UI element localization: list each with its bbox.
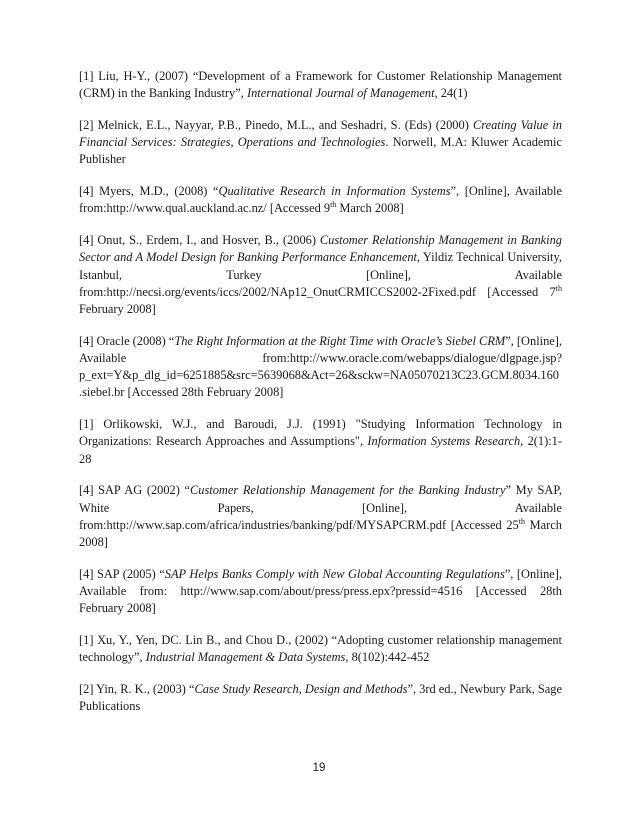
reference-title: International Journal of Management bbox=[246, 86, 435, 101]
reference-item: [1] Orlikowski, W.J., and Baroudi, J.J. (1991) "Studying Information Technology in Organizations: Research Approaches and Assumptions", Information Systems Research, 2(1):1-28 bbox=[79, 417, 562, 466]
reference-item: [4] SAP AG (2002) “Customer Relationship Management for the Banking Industry” My SAP, White Papers, [Online], Available from:http://www.sap.com/africa/industries/banking/pdf/MYSAPCRM.pdf [Accessed 25th March 2008] bbox=[79, 483, 562, 550]
reference-item: [2] Yin, R. K., (2003) “Case Study Research, Design and Methods”, 3rd ed., Newbury Park, Sage Publications bbox=[79, 682, 563, 714]
page-number: 19 bbox=[312, 762, 326, 774]
reference-title: Customer Relationship Management in Banking Sector and A Model Design for Banking Performance Enhancement bbox=[79, 233, 562, 265]
reference-title: Information Systems Research bbox=[367, 434, 521, 449]
reference-title: Case Study Research, Design and Methods bbox=[194, 682, 408, 697]
reference-title: Customer Relationship Management for the Banking Industry bbox=[190, 483, 506, 498]
reference-item: [4] Onut, S., Erdem, I., and Hosver, B., (2006) Customer Relationship Management in Banking Sector and A Model Design for Banking Performance Enhancement, Yildiz Technical University, Istanbul, Turkey [Online], Available from:http://necsi.org/events/iccs/2002/NAp12_OnutCRMICCS2002-2Fixed.pdf [Accessed 7th February 2008] bbox=[79, 233, 562, 317]
reference-item: [1] Liu, H-Y., (2007) “Development of a Framework for Customer Relationship Management (CRM) in the Banking Industry”, International Journal of Management, 24(1) bbox=[79, 69, 562, 101]
reference-item: [4] Myers, M.D., (2008) “Qualitative Research in Information Systems”, [Online], Available from:http://www.qual.auckland.ac.nz/ [Accessed 9th March 2008] bbox=[79, 184, 562, 216]
reference-title: Creating Value in Financial Services: Strategies, Operations and Technologies bbox=[79, 118, 562, 150]
reference-item: [1] Xu, Y., Yen, DC. Lin B., and Chou D., (2002) “Adopting customer relationship management technology”, Industrial Management & Data Systems, 8(102):442-452 bbox=[79, 633, 562, 665]
reference-title: The Right Information at the Right Time with Oracle’s Siebel CRM bbox=[174, 333, 506, 348]
reference-title: SAP Helps Banks Comply with New Global Accounting Regulations bbox=[164, 566, 505, 581]
reference-title: Qualitative Research in Information Systems bbox=[218, 184, 451, 199]
reference-title: Industrial Management & Data Systems bbox=[145, 650, 346, 665]
reference-item: [2] Melnick, E.L., Nayyar, P.B., Pinedo, M.L., and Seshadri, S. (Eds) (2000) Creating Value in Financial Services: Strategies, Operations and Technologies. Norwell, M.A: Kluwer Academic Publisher bbox=[79, 118, 562, 167]
reference-list bbox=[79, 68, 562, 730]
reference-item: [4] Oracle (2008) “The Right Information at the Right Time with Oracle’s Siebel CRM”, [Online], Available from:http://www.oracle.com/webapps/dialogue/dlgpage.jsp?p_ext=Y&p_dlg_id=6251885&src=5639068&Act=26&sckw=NA05070213C23.GCM.8034.160.siebel.br [Accessed 28th February 2008] bbox=[79, 333, 562, 400]
reference-item: [4] SAP (2005) “SAP Helps Banks Comply with New Global Accounting Regulations”, [Online], Available from: http://www.sap.com/about/press/press.epx?pressid=4516 [Accessed 28th February 2008] bbox=[79, 566, 562, 616]
